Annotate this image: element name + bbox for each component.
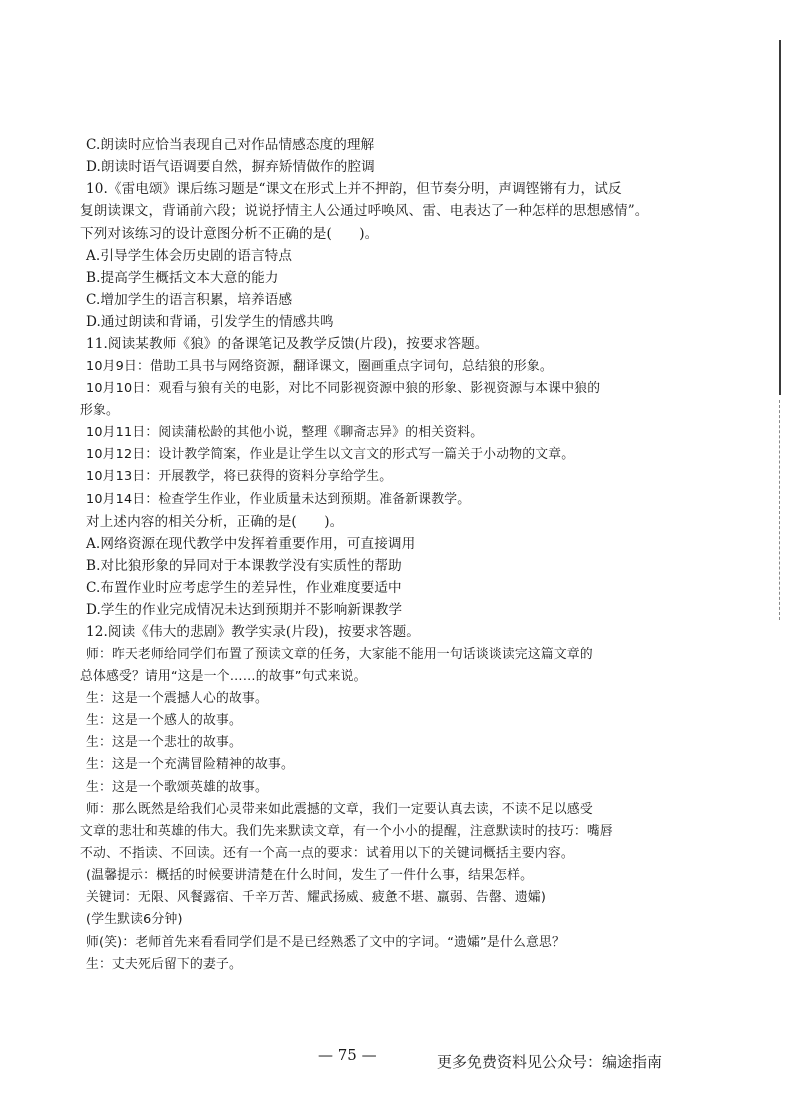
text-line: 生：这是一个充满冒险精神的故事。 (86, 757, 294, 773)
text-line: 10.《雷电颂》课后练习题是“课文在形式上并不押韵，但节奏分明，声调铿锵有力，试反 (86, 181, 622, 198)
text-line: 生：这是一个震撼人心的故事。 (86, 690, 268, 706)
page-number: — 75 — (318, 1046, 377, 1064)
text-line: A.引导学生体会历史剧的语言特点 (86, 247, 293, 264)
text-line: 生：这是一个悲壮的故事。 (86, 735, 242, 751)
text-line: 不动、不指读、不回读。还有一个高一点的要求：试着用以下的关键词概括主要内容。 (80, 846, 574, 861)
text-line: 10月12日：设计教学简案，作业是让学生以文言文的形式写一篇关于小动物的文章。 (86, 447, 575, 463)
text-line: 师(笑)：老师首先来看看同学们是不是已经熟悉了文中的字词。“遗孀”是什么意思？ (86, 934, 565, 950)
text-line: 10月10日：观看与狼有关的电影，对比不同影视资源中狼的形象、影视资源与本课中狼的 (86, 380, 601, 396)
text-line: D.通过朗读和背诵，引发学生的情感共鸣 (86, 314, 334, 331)
text-body (80, 134, 690, 976)
text-line: A.网络资源在现代教学中发挥着重要作用，可直接调用 (86, 535, 416, 552)
promo-text: 更多免费资料见公众号：编途指南 (437, 1053, 663, 1071)
text-line: 10月13日：开展教学，将已获得的资料分享给学生。 (86, 469, 393, 485)
text-line: 10月9日：借助工具书与网络资源，翻译课文，圈画重点字词句，总结狼的形象。 (86, 358, 553, 374)
text-line: 生：这是一个感人的故事。 (86, 713, 242, 729)
text-line: 12.阅读《伟大的悲剧》教学实录(片段)，按要求答题。 (86, 624, 420, 641)
text-line: C.增加学生的语言积累，培养语感 (86, 292, 293, 309)
text-line: 对上述内容的相关分析，正确的是( )。 (86, 513, 344, 530)
text-line: B.对比狼形象的异同对于本课教学没有实质性的帮助 (86, 557, 402, 574)
text-line: 文章的悲壮和英雄的伟大。我们先来默读文章，有一个小小的提醒，注意默读时的技巧：嘴唇 (80, 823, 613, 839)
text-line: 11.阅读某教师《狼》的备课笔记及教学反馈(片段)，按要求答题。 (86, 336, 489, 353)
text-line: 10月11日：阅读蒲松龄的其他小说，整理《聊斋志异》的相关资料。 (86, 425, 484, 441)
text-line: C.布置作业时应考虑学生的差异性，作业难度要适中 (86, 580, 402, 597)
text-line: 下列对该练习的设计意图分析不正确的是( )。 (80, 225, 379, 242)
text-line: 总体感受？请用“这是一个……的故事”句式来说。 (80, 668, 367, 684)
text-line: 形象。 (80, 402, 119, 418)
text-line: 关键词：无限、风餐露宿、千辛万苦、耀武扬威、疲惫不堪、羸弱、告罄、遗孀) (86, 890, 547, 906)
text-line: (温馨提示：概括的时候要讲清楚在什么时间，发生了一件什么事，结果怎样。 (86, 868, 534, 884)
text-line: D.学生的作业完成情况未达到预期并不影响新课教学 (86, 602, 403, 619)
text-line: 生：这是一个歌颂英雄的故事。 (86, 779, 268, 795)
text-line: D.朗读时语气语调要自然，摒弃矫情做作的腔调 (86, 159, 375, 176)
text-line: 复朗读课文，背诵前六段；说说抒情主人公通过呼唤风、雷、电表达了一种怎样的思想感情”。 (80, 203, 649, 220)
text-line: 生：丈夫死后留下的妻子。 (86, 956, 242, 972)
text-line: B.提高学生概括文本大意的能力 (86, 269, 279, 286)
text-line: 10月14日：检查学生作业，作业质量未达到预期。准备新课教学。 (86, 491, 471, 507)
text-line: 师：那么既然是给我们心灵带来如此震撼的文章，我们一定要认真去读，不读不足以感受 (86, 801, 593, 817)
text-line: (学生默读6分钟) (86, 912, 183, 928)
text-line: 师：昨天老师给同学们布置了预读文章的任务，大家能不能用一句话谈谈读完这篇文章的 (86, 646, 593, 662)
page-edge-dots (779, 400, 780, 620)
text-line: C.朗读时应恰当表现自己对作品情感态度的理解 (86, 137, 375, 153)
page-edge-line (779, 40, 781, 395)
